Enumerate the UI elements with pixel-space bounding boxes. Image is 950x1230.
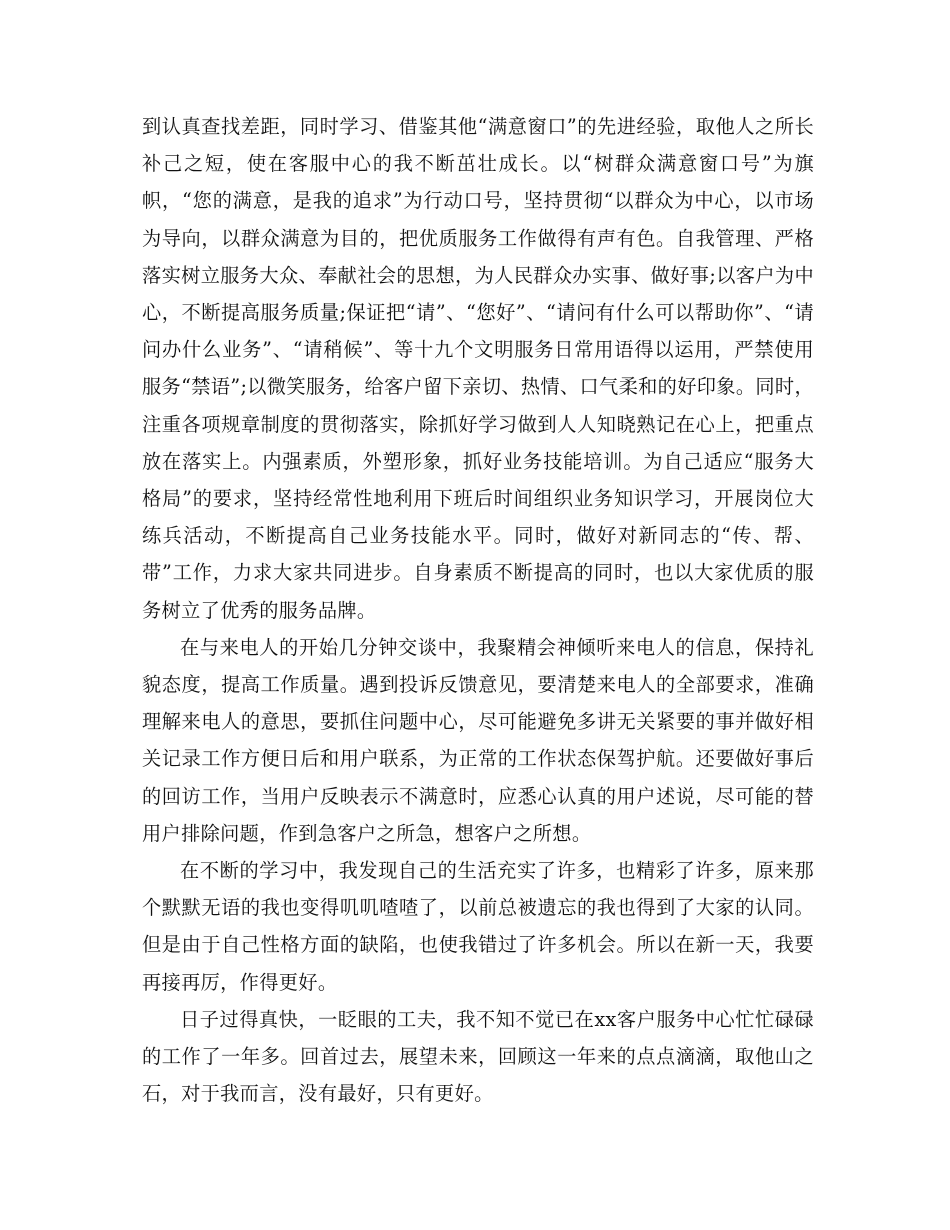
document-page bbox=[142, 108, 814, 1112]
paragraph-1: 到认真查找差距，同时学习、借鉴其他“满意窗口”的先进经验，取他人之所长补己之短，使在客服中心的我不断茁壮成长。以“树群众满意窗口号”为旗帜，“您的满意，是我的追求”为行动口号，坚持贯彻“以群众为中心，以市场为导向，以群众满意为目的，把优质服务工作做得有声有色。自我管理、严格落实树立服务大众、奉献社会的思想，为人民群众办实事、做好事;以客户为中心，不断提高服务质量;保证把“请”、“您好”、“请问有什么可以帮助你”、“请问办什么业务”、“请稍候”、等十九个文明服务日常用语得以运用，严禁使用服务“禁语”;以微笑服务，给客户留下亲切、热情、口气柔和的好印象。同时，注重各项规章制度的贯彻落实，除抓好学习做到人人知晓熟记在心上，把重点放在落实上。内强素质，外塑形象，抓好业务技能培训。为自己适应“服务大格局”的要求，坚持经常性地利用下班后时间组织业务知识学习，开展岗位大练兵活动，不断提高自己业务技能水平。同时，做好对新同志的“传、帮、带”工作，力求大家共同进步。自身素质不断提高的同时，也以大家优质的服务树立了优秀的服务品牌。 bbox=[142, 115, 814, 622]
paragraph-2: 在与来电人的开始几分钟交谈中，我聚精会神倾听来电人的信息，保持礼貌态度，提高工作质量。遇到投诉反馈意见，要清楚来电人的全部要求，准确理解来电人的意思，要抓住问题中心，尽可能避免多讲无关紧要的事并做好相关记录工作方便日后和用户联系，为正常的工作状态保驾护航。还要做好事后的回访工作，当用户反映表示不满意时，应悉心认真的用户述说，尽可能的替用户排除问题，作到急客户之所急，想客户之所想。 bbox=[142, 635, 814, 845]
paragraph-3: 在不断的学习中，我发现自己的生活充实了许多，也精彩了许多，原来那个默默无语的我也变得叽叽喳喳了，以前总被遗忘的我也得到了大家的认同。但是由于自己性格方面的缺陷，也使我错过了许多机会。所以在新一天，我要再接再厉，作得更好。 bbox=[142, 859, 814, 994]
paragraph-4: 日子过得真快，一眨眼的工夫，我不知不觉已在xx客户服务中心忙忙碌碌的工作了一年多。回首过去，展望未来，回顾这一年来的点点滴滴，取他山之石，对于我而言，没有最好，只有更好。 bbox=[142, 1007, 814, 1106]
